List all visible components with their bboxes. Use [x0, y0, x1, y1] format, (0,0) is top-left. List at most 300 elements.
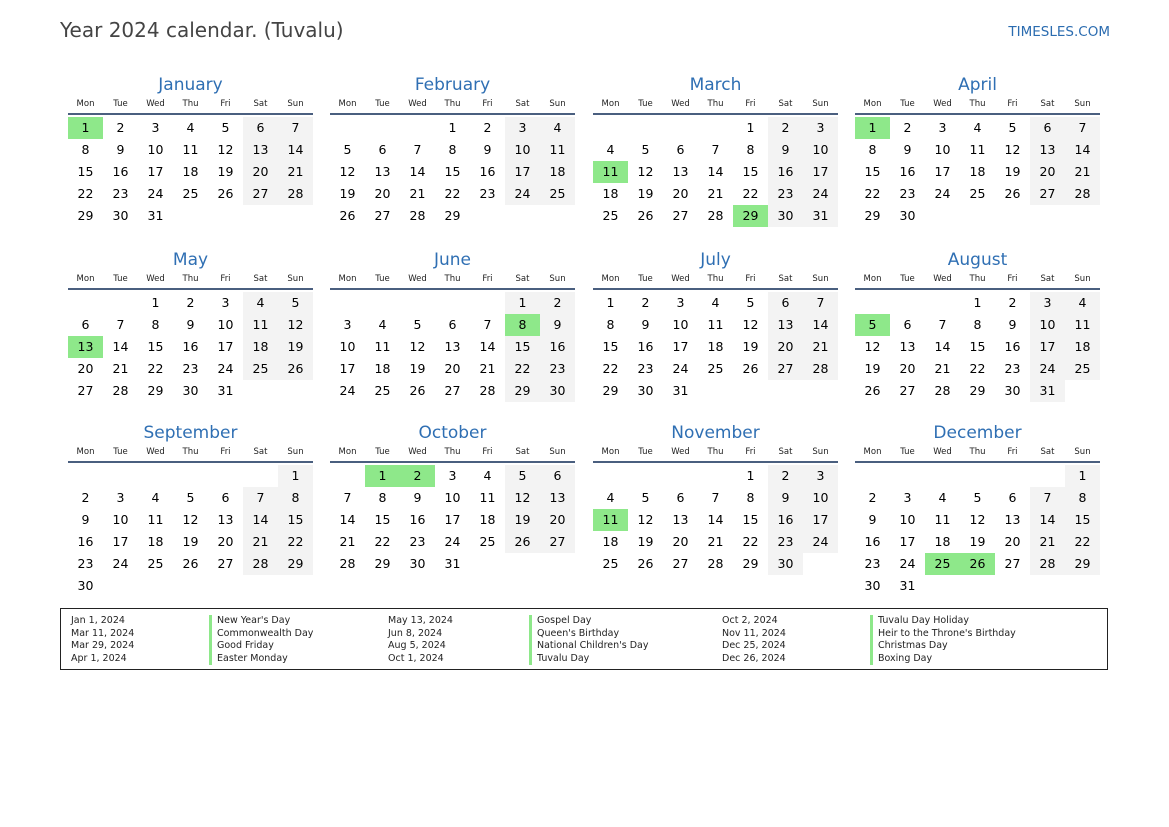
day-cell: 25 — [147, 556, 164, 571]
day-cell: 4 — [1065, 292, 1100, 314]
day-cell: 30 — [864, 578, 881, 593]
day-cell: 26 — [182, 556, 199, 571]
day-cell: 13 — [672, 164, 689, 179]
day-cell: 2 — [116, 120, 125, 135]
day-cell: 19 — [409, 361, 426, 376]
week-row — [593, 139, 838, 161]
weekday-label: Mon — [863, 274, 882, 284]
week-row — [330, 314, 575, 336]
day-cell: 4 — [378, 317, 387, 332]
day-cell: 30 — [768, 205, 803, 227]
day-cell: 4 — [606, 142, 615, 157]
day-cell: 14 — [409, 164, 426, 179]
weekday-header — [68, 97, 313, 115]
weekday-label: Sun — [1074, 447, 1091, 457]
weekday-label: Fri — [482, 447, 493, 457]
day-cell: 23 — [768, 183, 803, 205]
day-cell: 15 — [77, 164, 94, 179]
weekday-label: Thu — [444, 447, 461, 457]
day-cell: 30 — [899, 208, 916, 223]
week-row — [855, 292, 1100, 314]
day-cell: 24 — [1030, 358, 1065, 380]
day-cell: 1 — [151, 295, 160, 310]
day-cell: 8 — [448, 142, 457, 157]
day-cell: 17 — [899, 534, 916, 549]
day-cell: 12 — [1004, 142, 1021, 157]
day-cell: 22 — [77, 186, 94, 201]
month-october — [330, 421, 575, 575]
day-cell: 13 — [672, 512, 689, 527]
weekday-label: Fri — [745, 99, 756, 109]
week-row — [68, 161, 313, 183]
day-cell: 10 — [803, 139, 838, 161]
month-april — [855, 73, 1100, 227]
week-row — [855, 553, 1100, 575]
day-cell: 25 — [602, 208, 619, 223]
day-cell: 5 — [343, 142, 352, 157]
day-cell: 31 — [444, 556, 461, 571]
day-cell: 24 — [934, 186, 951, 201]
day-cell: 17 — [803, 161, 838, 183]
weekday-label: Mon — [338, 274, 357, 284]
weekday-header — [855, 272, 1100, 290]
empty-day-cell — [103, 292, 138, 314]
empty-day-cell — [330, 465, 365, 487]
day-cell: 27 — [899, 383, 916, 398]
weekday-label: Thu — [969, 447, 986, 457]
holiday-day-cell: 1 — [68, 117, 103, 139]
empty-day-cell — [540, 205, 575, 227]
day-cell: 3 — [343, 317, 352, 332]
empty-day-cell — [733, 380, 768, 402]
week-row — [855, 380, 1100, 402]
day-cell: 31 — [672, 383, 689, 398]
day-cell: 26 — [217, 186, 234, 201]
weekday-label: Fri — [220, 447, 231, 457]
day-cell: 22 — [374, 534, 391, 549]
day-cell: 6 — [243, 117, 278, 139]
weekday-label: Mon — [76, 99, 95, 109]
legend-date-column — [71, 615, 134, 665]
day-cell: 11 — [243, 314, 278, 336]
week-row — [68, 487, 313, 509]
day-cell: 6 — [448, 317, 457, 332]
empty-day-cell — [1030, 575, 1065, 597]
week-row — [330, 117, 575, 139]
day-cell: 6 — [378, 142, 387, 157]
weekday-label: Wed — [671, 447, 690, 457]
day-cell: 15 — [864, 164, 881, 179]
empty-day-cell — [663, 465, 698, 487]
week-row — [593, 531, 838, 553]
week-row — [330, 380, 575, 402]
empty-day-cell — [243, 465, 278, 487]
day-cell: 7 — [278, 117, 313, 139]
weekday-label: Fri — [745, 447, 756, 457]
day-cell: 17 — [147, 164, 164, 179]
weekday-label: Sat — [778, 99, 793, 109]
week-row — [593, 292, 838, 314]
weekday-label: Tue — [113, 274, 128, 284]
day-cell: 7 — [413, 142, 422, 157]
day-cell: 8 — [378, 490, 387, 505]
week-row — [855, 487, 1100, 509]
empty-day-cell — [103, 575, 138, 597]
empty-day-cell — [768, 380, 803, 402]
day-cell: 16 — [479, 164, 496, 179]
day-cell: 8 — [746, 142, 755, 157]
day-cell: 21 — [1030, 531, 1065, 553]
week-row — [68, 358, 313, 380]
empty-day-cell — [68, 292, 103, 314]
weekday-label: Sat — [1040, 99, 1055, 109]
day-cell: 3 — [116, 490, 125, 505]
day-cell: 24 — [112, 556, 129, 571]
empty-day-cell — [540, 553, 575, 575]
day-cell: 5 — [746, 295, 755, 310]
day-cell: 24 — [217, 361, 234, 376]
weekday-label: Sat — [778, 447, 793, 457]
weekday-label: Wed — [671, 99, 690, 109]
empty-day-cell — [593, 465, 628, 487]
week-row — [68, 380, 313, 402]
day-cell: 12 — [864, 339, 881, 354]
day-cell: 23 — [637, 361, 654, 376]
weekday-header — [330, 272, 575, 290]
day-cell: 5 — [413, 317, 422, 332]
day-cell: 20 — [1004, 534, 1021, 549]
week-row — [593, 380, 838, 402]
week-row — [330, 139, 575, 161]
day-cell: 14 — [112, 339, 129, 354]
day-cell: 23 — [409, 534, 426, 549]
day-cell: 29 — [969, 383, 986, 398]
holiday-day-cell: 1 — [855, 117, 890, 139]
month-january — [68, 73, 313, 227]
weekday-label: Thu — [707, 274, 724, 284]
day-cell: 29 — [505, 380, 540, 402]
day-cell: 8 — [606, 317, 615, 332]
day-cell: 4 — [186, 120, 195, 135]
day-cell: 26 — [278, 358, 313, 380]
day-cell: 15 — [374, 512, 391, 527]
weekday-label: Mon — [338, 99, 357, 109]
day-cell: 6 — [768, 292, 803, 314]
day-cell: 16 — [1004, 339, 1021, 354]
month-title: September — [143, 423, 238, 443]
day-cell: 3 — [803, 465, 838, 487]
weekday-label: Sun — [549, 99, 566, 109]
week-row — [593, 117, 838, 139]
legend-holiday-name: Tuvalu Day — [529, 653, 648, 666]
day-cell: 30 — [77, 578, 94, 593]
day-cell: 17 — [672, 339, 689, 354]
weekday-label: Sat — [253, 447, 268, 457]
weekday-header — [593, 272, 838, 290]
weekday-label: Sat — [1040, 274, 1055, 284]
day-cell: 9 — [186, 317, 195, 332]
day-cell: 21 — [112, 361, 129, 376]
day-cell: 6 — [221, 490, 230, 505]
month-title: November — [671, 423, 760, 443]
weekday-label: Wed — [146, 274, 165, 284]
day-cell: 13 — [1030, 139, 1065, 161]
day-cell: 9 — [81, 512, 90, 527]
day-cell: 22 — [278, 531, 313, 553]
week-row — [855, 336, 1100, 358]
day-cell: 9 — [540, 314, 575, 336]
day-cell: 27 — [1030, 183, 1065, 205]
empty-day-cell — [365, 117, 400, 139]
empty-day-cell — [960, 465, 995, 487]
day-cell: 20 — [217, 534, 234, 549]
day-cell: 19 — [1004, 164, 1021, 179]
day-cell: 11 — [374, 339, 391, 354]
empty-day-cell — [1030, 465, 1065, 487]
day-cell: 30 — [637, 383, 654, 398]
week-row — [855, 139, 1100, 161]
empty-day-cell — [138, 465, 173, 487]
day-cell: 14 — [707, 164, 724, 179]
day-cell: 15 — [147, 339, 164, 354]
empty-day-cell — [243, 380, 278, 402]
day-cell: 2 — [540, 292, 575, 314]
weekday-label: Tue — [638, 447, 653, 457]
day-cell: 28 — [1065, 183, 1100, 205]
legend-date: Jun 8, 2024 — [388, 627, 443, 639]
day-cell: 25 — [182, 186, 199, 201]
empty-day-cell — [330, 117, 365, 139]
holiday-day-cell: 26 — [960, 553, 995, 575]
day-cell: 8 — [973, 317, 982, 332]
empty-day-cell — [505, 205, 540, 227]
weekday-label: Sat — [778, 274, 793, 284]
day-cell: 16 — [768, 509, 803, 531]
weekday-label: Fri — [482, 99, 493, 109]
empty-day-cell — [995, 205, 1030, 227]
weekday-label: Tue — [900, 274, 915, 284]
holiday-day-cell: 11 — [593, 509, 628, 531]
empty-day-cell — [400, 292, 435, 314]
day-cell: 31 — [803, 205, 838, 227]
day-cell: 24 — [339, 383, 356, 398]
empty-day-cell — [925, 465, 960, 487]
weekday-label: Wed — [408, 99, 427, 109]
weekday-label: Mon — [76, 274, 95, 284]
week-row — [855, 161, 1100, 183]
day-cell: 28 — [409, 208, 426, 223]
empty-day-cell — [925, 292, 960, 314]
week-row — [68, 509, 313, 531]
day-cell: 18 — [602, 186, 619, 201]
day-cell: 16 — [112, 164, 129, 179]
day-cell: 23 — [1004, 361, 1021, 376]
day-cell: 28 — [1030, 553, 1065, 575]
day-cell: 18 — [934, 534, 951, 549]
day-cell: 25 — [374, 383, 391, 398]
day-cell: 13 — [1004, 512, 1021, 527]
empty-day-cell — [890, 292, 925, 314]
week-row — [330, 531, 575, 553]
week-row — [330, 358, 575, 380]
weekday-label: Thu — [707, 99, 724, 109]
weekday-label: Sun — [1074, 274, 1091, 284]
site-link[interactable]: TIMESLES.COM — [1008, 24, 1110, 40]
day-cell: 9 — [483, 142, 492, 157]
empty-day-cell — [208, 575, 243, 597]
weekday-label: Sun — [812, 274, 829, 284]
weekday-label: Thu — [969, 99, 986, 109]
day-cell: 5 — [973, 490, 982, 505]
holiday-day-cell: 29 — [733, 205, 768, 227]
empty-day-cell — [855, 465, 890, 487]
day-cell: 4 — [540, 117, 575, 139]
month-title: March — [689, 75, 742, 95]
day-cell: 4 — [606, 490, 615, 505]
day-cell: 6 — [540, 465, 575, 487]
weekday-label: Fri — [745, 274, 756, 284]
weekday-label: Sat — [515, 274, 530, 284]
day-cell: 1 — [1065, 465, 1100, 487]
day-cell: 26 — [505, 531, 540, 553]
empty-day-cell — [1065, 380, 1100, 402]
weekday-label: Thu — [969, 274, 986, 284]
legend-date: Mar 11, 2024 — [71, 627, 135, 639]
week-row — [855, 531, 1100, 553]
week-row — [593, 336, 838, 358]
legend-date: Oct 1, 2024 — [388, 652, 444, 664]
day-cell: 7 — [711, 490, 720, 505]
day-cell: 22 — [444, 186, 461, 201]
weekday-label: Sun — [549, 274, 566, 284]
day-cell: 2 — [1008, 295, 1017, 310]
day-cell: 3 — [221, 295, 230, 310]
week-row — [593, 161, 838, 183]
day-cell: 10 — [505, 139, 540, 161]
weekday-label: Thu — [707, 447, 724, 457]
day-cell: 17 — [1030, 336, 1065, 358]
day-cell: 15 — [742, 512, 759, 527]
day-cell: 28 — [243, 553, 278, 575]
day-cell: 29 — [444, 208, 461, 223]
weekday-label: Thu — [182, 274, 199, 284]
day-cell: 10 — [803, 487, 838, 509]
weekday-label: Wed — [933, 447, 952, 457]
day-cell: 24 — [899, 556, 916, 571]
month-title: May — [172, 250, 209, 270]
day-cell: 14 — [1030, 509, 1065, 531]
day-cell: 27 — [1004, 556, 1021, 571]
month-title: December — [933, 423, 1022, 443]
day-cell: 14 — [707, 512, 724, 527]
weekday-header — [68, 272, 313, 290]
day-cell: 12 — [182, 512, 199, 527]
day-cell: 21 — [803, 336, 838, 358]
empty-day-cell — [173, 465, 208, 487]
weekday-label: Fri — [220, 99, 231, 109]
day-cell: 10 — [444, 490, 461, 505]
day-cell: 3 — [1030, 292, 1065, 314]
day-cell: 10 — [672, 317, 689, 332]
legend-date: Dec 26, 2024 — [722, 652, 786, 664]
week-row — [855, 465, 1100, 487]
legend-holiday-name: Boxing Day — [870, 653, 1016, 666]
week-row — [593, 553, 838, 575]
day-cell: 12 — [339, 164, 356, 179]
day-cell: 26 — [637, 208, 654, 223]
day-cell: 26 — [409, 383, 426, 398]
empty-day-cell — [138, 575, 173, 597]
weekday-label: Mon — [863, 447, 882, 457]
day-cell: 22 — [602, 361, 619, 376]
week-row — [593, 465, 838, 487]
day-cell: 16 — [77, 534, 94, 549]
weekday-header — [855, 445, 1100, 463]
legend-date: Aug 5, 2024 — [388, 640, 446, 652]
week-row — [68, 205, 313, 227]
day-cell: 28 — [278, 183, 313, 205]
day-cell: 15 — [444, 164, 461, 179]
empty-day-cell — [698, 465, 733, 487]
day-cell: 11 — [969, 142, 986, 157]
empty-day-cell — [925, 205, 960, 227]
weekday-label: Thu — [444, 274, 461, 284]
month-title: August — [947, 250, 1008, 270]
day-cell: 23 — [182, 361, 199, 376]
empty-day-cell — [365, 292, 400, 314]
day-cell: 24 — [444, 534, 461, 549]
holiday-day-cell: 13 — [68, 336, 103, 358]
day-cell: 24 — [147, 186, 164, 201]
weekday-label: Tue — [375, 447, 390, 457]
day-cell: 21 — [278, 161, 313, 183]
weekday-label: Sun — [287, 99, 304, 109]
day-cell: 23 — [899, 186, 916, 201]
empty-day-cell — [698, 380, 733, 402]
day-cell: 7 — [1065, 117, 1100, 139]
day-cell: 26 — [742, 361, 759, 376]
month-november — [593, 421, 838, 575]
day-cell: 22 — [742, 534, 759, 549]
day-cell: 20 — [899, 361, 916, 376]
day-cell: 17 — [444, 512, 461, 527]
day-cell: 28 — [803, 358, 838, 380]
day-cell: 1 — [606, 295, 615, 310]
day-cell: 29 — [602, 383, 619, 398]
day-cell: 17 — [803, 509, 838, 531]
weekday-label: Tue — [900, 447, 915, 457]
legend-name-column — [529, 615, 648, 665]
day-cell: 29 — [77, 208, 94, 223]
weekday-label: Tue — [113, 447, 128, 457]
day-cell: 25 — [1065, 358, 1100, 380]
legend-date-column — [722, 615, 786, 665]
day-cell: 6 — [81, 317, 90, 332]
weekday-label: Mon — [601, 447, 620, 457]
weekday-label: Sat — [1040, 447, 1055, 457]
day-cell: 17 — [217, 339, 234, 354]
weekday-label: Thu — [182, 99, 199, 109]
weekday-header — [330, 445, 575, 463]
day-cell: 17 — [934, 164, 951, 179]
empty-day-cell — [243, 575, 278, 597]
weekday-label: Wed — [146, 99, 165, 109]
day-cell: 8 — [278, 487, 313, 509]
week-row — [68, 531, 313, 553]
day-cell: 25 — [540, 183, 575, 205]
day-cell: 20 — [672, 186, 689, 201]
day-cell: 5 — [278, 292, 313, 314]
